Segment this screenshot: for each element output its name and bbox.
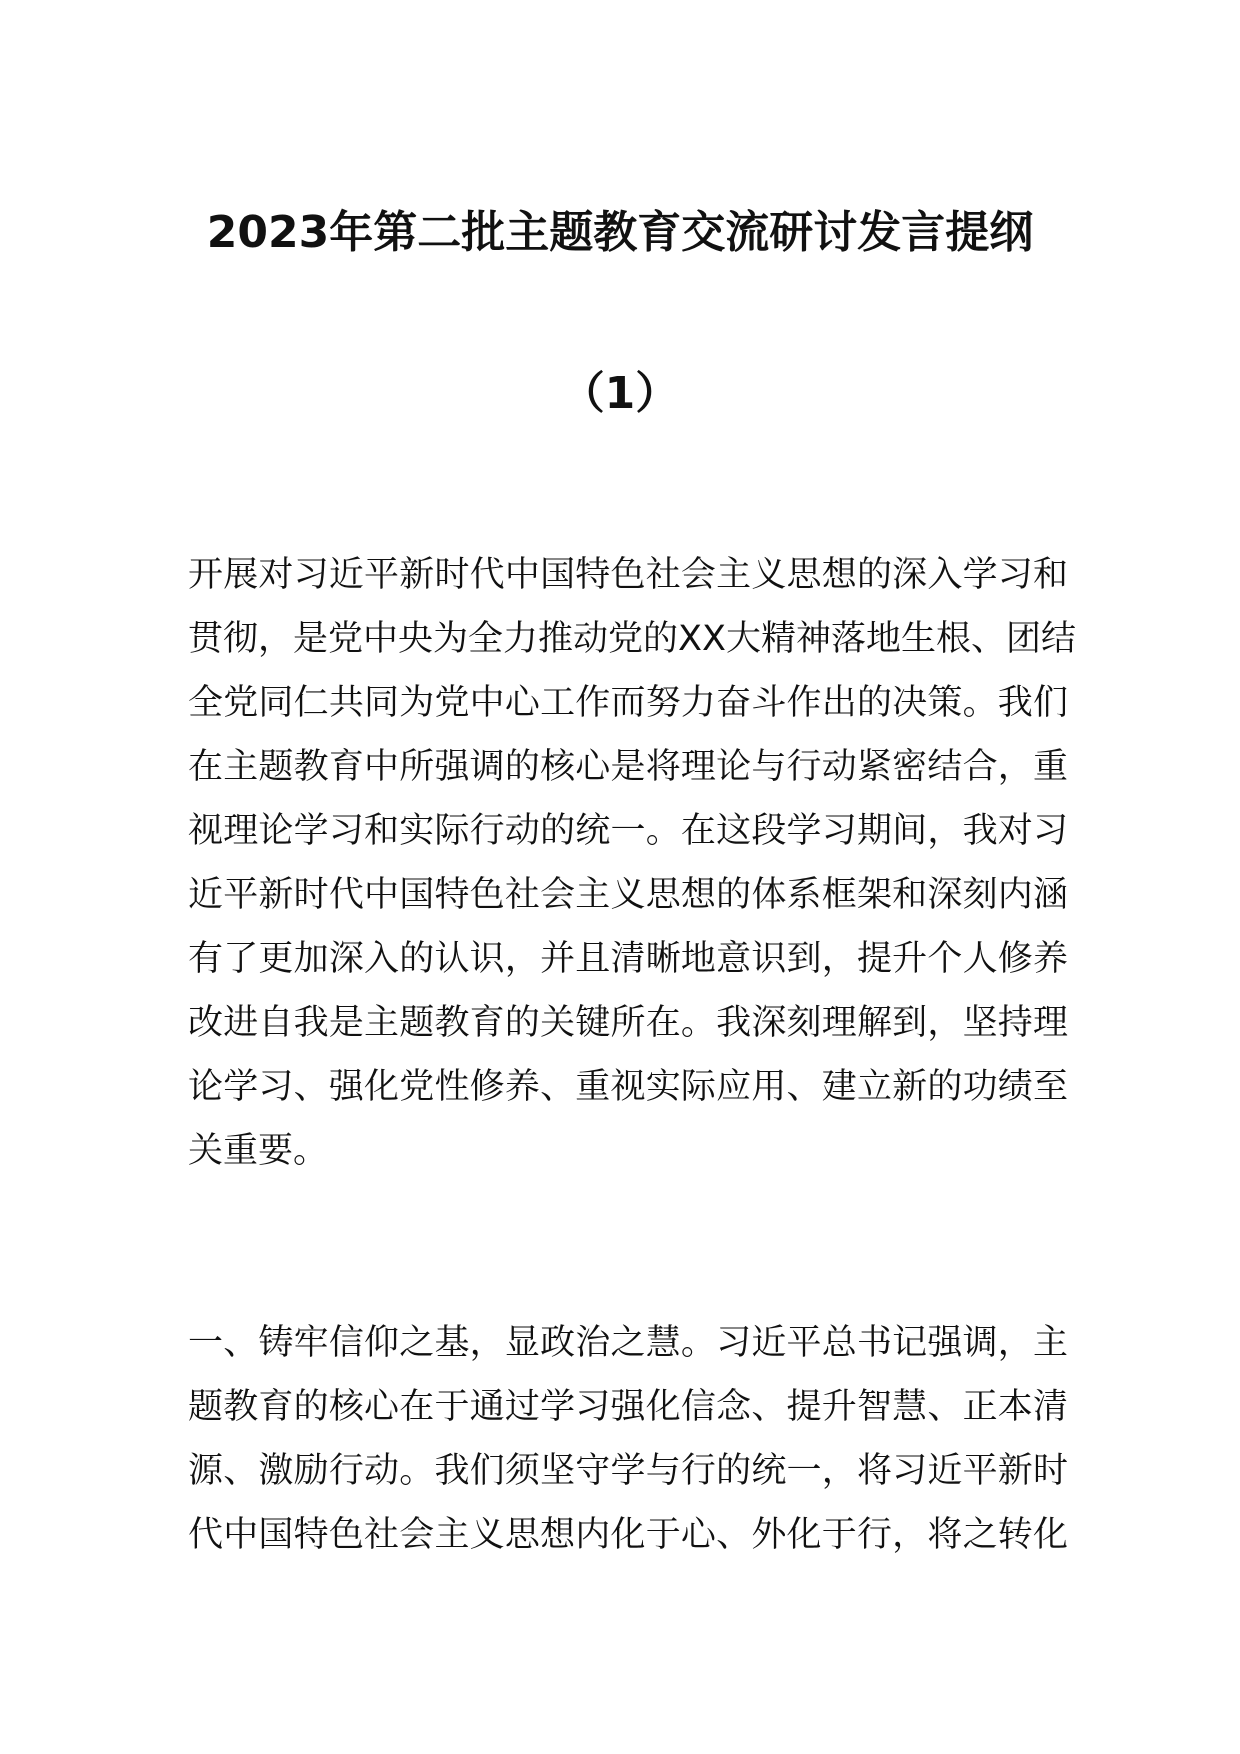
paragraph-line: 贯彻，是党中央为全力推动党的XX大精神落地生根、团结 xyxy=(188,619,1076,659)
paragraph-line: 改进自我是主题教育的关键所在。我深刻理解到，坚持理 xyxy=(188,1003,1068,1043)
paragraph-line: 近平新时代中国特色社会主义思想的体系框架和深刻内涵 xyxy=(188,875,1068,915)
paragraph-line: 论学习、强化党性修养、重视实际应用、建立新的功绩至 xyxy=(188,1067,1068,1107)
paragraph-line: 源、激励行动。我们须坚守学与行的统一，将习近平新时 xyxy=(188,1451,1068,1491)
paragraph-line: 视理论学习和实际行动的统一。在这段学习期间，我对习 xyxy=(188,811,1068,851)
document-title: 2023年第二批主题教育交流研讨发言提纲 xyxy=(206,207,1034,258)
paragraph-line: 代中国特色社会主义思想内化于心、外化于行，将之转化 xyxy=(188,1515,1068,1555)
paragraph-line: 关重要。 xyxy=(188,1131,329,1171)
paragraph-line: 全党同仁共同为党中心工作而努力奋斗作出的决策。我们 xyxy=(188,683,1068,723)
paragraph-line: 开展对习近平新时代中国特色社会主义思想的深入学习和 xyxy=(188,555,1068,595)
paragraph-line: 在主题教育中所强调的核心是将理论与行动紧密结合，重 xyxy=(188,747,1068,787)
document-title-number: （1） xyxy=(560,368,680,419)
paragraph-line: 一、铸牢信仰之基，显政治之慧。习近平总书记强调，主 xyxy=(188,1323,1068,1363)
paragraph-line: 有了更加深入的认识，并且清晰地意识到，提升个人修养 xyxy=(188,939,1068,979)
paragraph-line: 题教育的核心在于通过学习强化信念、提升智慧、正本清 xyxy=(188,1387,1068,1427)
